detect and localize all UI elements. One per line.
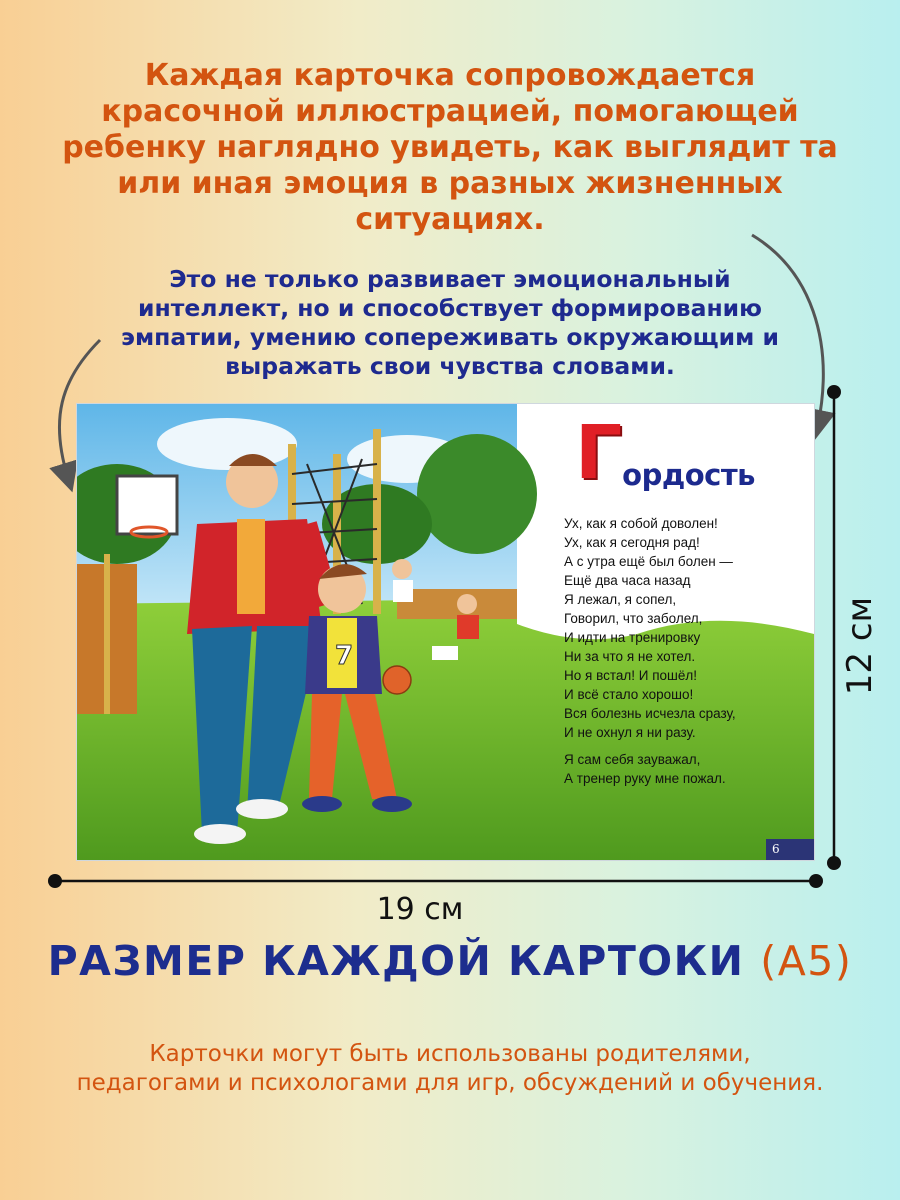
- right-curved-arrow-icon: [752, 235, 823, 425]
- subtext-line: Это не только развивает эмоциональный: [169, 265, 731, 293]
- emotion-card: [77, 404, 814, 860]
- subtext-line: эмпатии, умению сопереживать окружающим и: [121, 323, 779, 351]
- poem-area: [517, 404, 814, 860]
- size-title: [30, 936, 870, 986]
- headline-line: красочной иллюстрацией, помогающей: [101, 94, 799, 129]
- footer-line: педагогами и психологами для игр, обсуждений и обучения.: [76, 1070, 824, 1096]
- poem-line: А с утра ещё был болен —: [564, 554, 733, 569]
- poem-text: [564, 514, 736, 788]
- poem-line: А тренер руку мне пожал.: [564, 771, 726, 786]
- poem-line: Вся болезнь исчезла сразу,: [564, 706, 736, 721]
- height-label: 12 см: [840, 596, 880, 696]
- subtext-line: выражать свои чувства словами.: [225, 352, 675, 380]
- poem-line: Я лежал, я сопел,: [564, 592, 677, 607]
- headline-line: или иная эмоция в разных жизненных: [117, 166, 783, 201]
- poem-line: И всё стало хорошо!: [564, 687, 694, 702]
- footer-line: Карточки могут быть использованы родителями,: [149, 1041, 751, 1067]
- headline-line: ребенку наглядно увидеть, как выглядит та: [62, 130, 838, 165]
- poem-line: Говорил, что заболел,: [564, 611, 703, 626]
- poem-line: И не охнул я ни разу.: [564, 725, 696, 740]
- poem-line: Ни за что я не хотел.: [564, 649, 696, 664]
- width-dimension-dot-left: [48, 874, 62, 888]
- height-dimension-dot-bottom: [827, 856, 841, 870]
- poem-line: Ух, как я собой доволен!: [564, 516, 718, 531]
- width-label: 19 см: [376, 892, 464, 927]
- headline-line: ситуациях.: [355, 202, 545, 237]
- height-dimension-dot-top: [827, 385, 841, 399]
- poem-title-initial: Г: [575, 410, 623, 496]
- poem-title: [575, 410, 756, 496]
- poem-line: Но я встал! И пошёл!: [564, 668, 697, 683]
- poem-line: Ещё два часа назад: [564, 573, 691, 588]
- size-title-accent: (А5): [760, 937, 853, 985]
- size-title-main: РАЗМЕР КАЖДОЙ КАРТОКИ: [47, 937, 745, 985]
- poem-title-rest: ордость: [622, 458, 756, 492]
- headline-line: Каждая карточка сопровождается: [144, 58, 756, 93]
- page-number: 6: [766, 839, 814, 860]
- footer-text: [40, 1040, 860, 1098]
- jersey-number: 7: [335, 641, 354, 671]
- subtext-line: интеллект, но и способствует формированию: [138, 294, 762, 322]
- poem-line: Ух, как я сегодня рад!: [564, 535, 700, 550]
- poem-line: И идти на тренировку: [564, 630, 701, 645]
- width-dimension-dot-right: [809, 874, 823, 888]
- poem-line: Я сам себя зауважал,: [564, 752, 701, 767]
